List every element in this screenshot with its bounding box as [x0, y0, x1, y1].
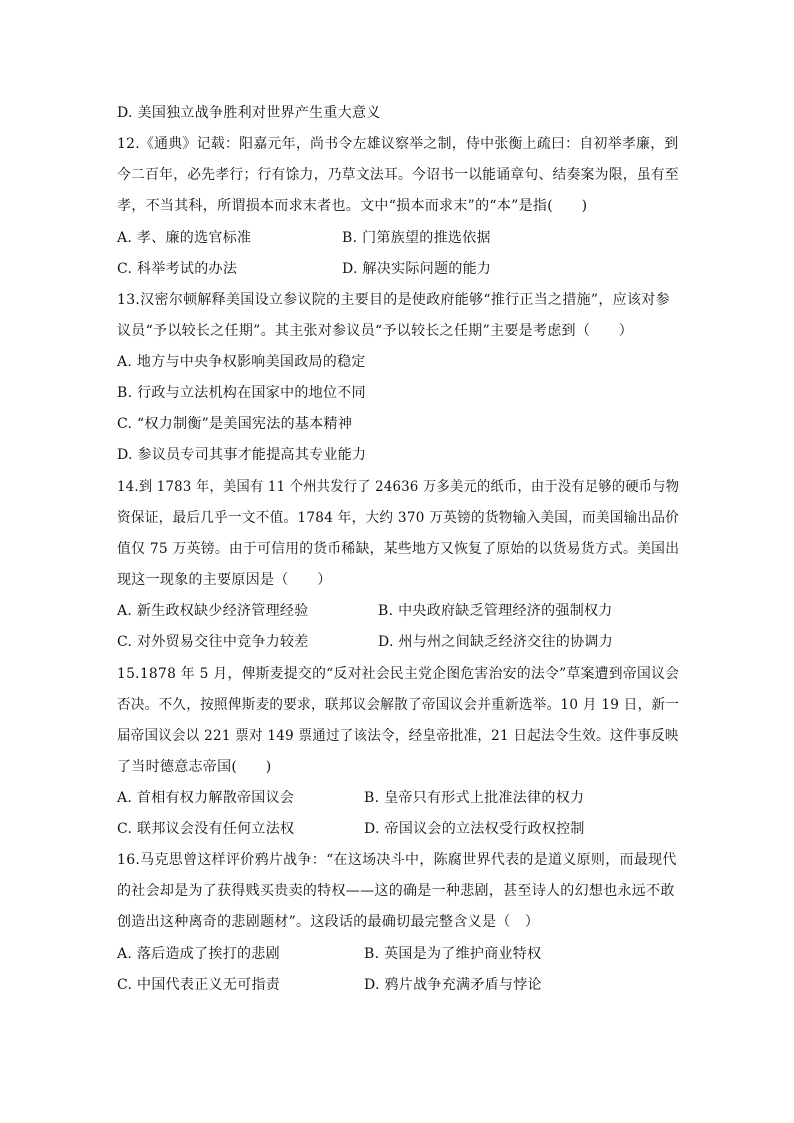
q12-option-b: B. 门第族望的推选依据 — [342, 230, 491, 246]
q13-stem-line-1: 13.汉密尔顿解释美国设立参议院的主要目的是使政府能够“推行正当之措施”，应该对参 — [117, 292, 670, 308]
q15-option-c: C. 联邦议会没有任何立法权 — [117, 821, 295, 837]
q12-stem-line-2: 今二百年，必先孝行；行有馀力，乃草文法耳。今诏书一以能诵章句、结奏案为限，虽有至 — [117, 167, 679, 183]
q16-stem-line-3: 创造出这种离奇的悲剧题材”。这段话的最确切最完整含义是（ ） — [117, 914, 540, 930]
q13-option-c: C. “权力制衡”是美国宪法的基本精神 — [117, 416, 353, 432]
q15-stem-line-3: 届帝国议会以 221 票对 149 票通过了该法令，经皇帝批准，21 日起法令生效。这件事反映 — [117, 728, 679, 744]
q14-stem-line-4: 现这一现象的主要原因是（ ） — [117, 572, 332, 588]
q14-option-a: A. 新生政权缺少经济管理经验 — [117, 603, 309, 619]
q15-stem-line-2: 否决。不久，按照俾斯麦的要求，联邦议会解散了帝国议会并重新选举。10 月 19 日，新一 — [117, 697, 680, 713]
q15-stem-line-1: 15.1878 年 5 月，俾斯麦提交的“反对社会民主党企图危害治安的法令”草案遭到帝国议会 — [117, 666, 680, 682]
q16-option-b: B. 英国是为了维护商业特权 — [364, 946, 542, 962]
q14-option-c: C. 对外贸易交往中竞争力较差 — [117, 634, 309, 650]
q14-option-b: B. 中央政府缺乏管理经济的强制权力 — [378, 603, 613, 619]
q15-option-a: A. 首相有权力解散帝国议会 — [117, 790, 295, 806]
q12-option-a: A. 孝、廉的选官标准 — [117, 230, 252, 246]
q12-option-c: C. 科举考试的办法 — [117, 261, 238, 277]
q15-option-b: B. 皇帝只有形式上批准法律的权力 — [364, 790, 585, 806]
q12-stem-line-1: 12.《通典》记载：阳嘉元年，尚书令左雄议察举之制，侍中张衡上疏曰：自初举孝廉，到 — [117, 136, 679, 152]
q14-stem-line-3: 值仅 75 万英镑。由于可信用的货币稀缺，某些地方又恢复了原始的以货易货方式。美国出 — [117, 541, 680, 557]
q13-option-d: D. 参议员专司其事才能提高其专业能力 — [117, 447, 367, 463]
q16-option-c: C. 中国代表正义无可指责 — [117, 977, 281, 993]
q16-option-a: A. 落后造成了挨打的悲剧 — [117, 946, 280, 962]
q14-stem-line-2: 资保证，最后几乎一文不值。1784 年，大约 370 万英镑的货物输入美国，而美国输出品价 — [117, 510, 680, 526]
q15-option-d: D. 帝国议会的立法权受行政权控制 — [364, 821, 585, 837]
q14-option-d: D. 州与州之间缺乏经济交往的协调力 — [378, 634, 614, 650]
q15-stem-line-4: 了当时德意志帝国( ) — [117, 759, 272, 775]
q11-option-d: D. 美国独立战争胜利对世界产生重大意义 — [117, 105, 381, 121]
q16-stem-line-2: 的社会却是为了获得贱买贵卖的特权——这的确是一种悲剧，甚至诗人的幻想也永远不敢 — [117, 883, 675, 899]
q16-stem-line-1: 16.马克思曾这样评价鸦片战争：“在这场决斗中，陈腐世界代表的是道义原则，而最现代 — [117, 852, 677, 868]
q14-stem-line-1: 14.到 1783 年，美国有 11 个州共发行了 24636 万多美元的纸币，由于没有足够的硬币与物 — [117, 479, 680, 495]
q12-option-d: D. 解决实际问题的能力 — [342, 261, 492, 277]
q13-option-b: B. 行政与立法机构在国家中的地位不同 — [117, 385, 366, 401]
q13-stem-line-2: 议员“予以较长之任期”。其主张对参议员“予以较长之任期”主要是考虑到（ ） — [117, 323, 634, 339]
q12-stem-line-3: 孝，不当其科，所谓损本而求末者也。文中“损本而求末”的“本”是指( ) — [117, 198, 588, 214]
q16-option-d: D. 鸦片战争充满矛盾与悖论 — [364, 977, 542, 993]
q13-option-a: A. 地方与中央争权影响美国政局的稳定 — [117, 354, 366, 370]
